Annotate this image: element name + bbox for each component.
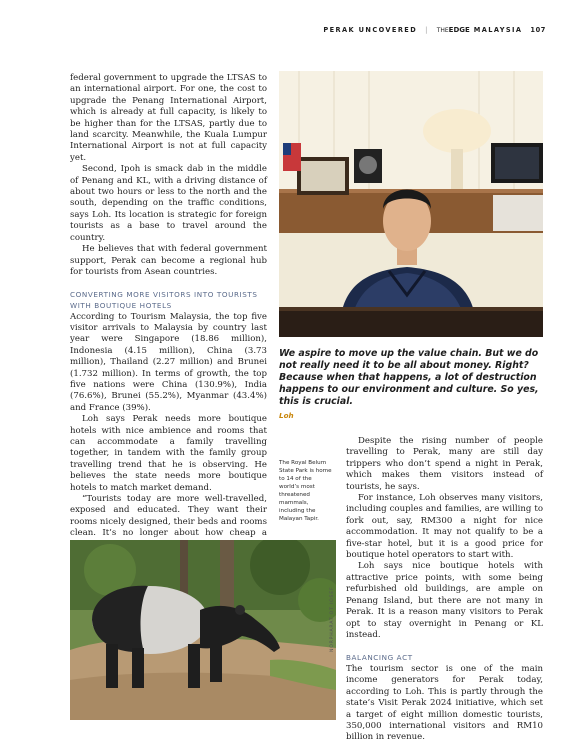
section-subhead: BALANCING ACT xyxy=(346,653,413,663)
body-paragraph: “Tourists today are more well-travelled, exposed and educated. They want their rooms nicely designed, their beds and rooms clean. It’s no longer about how cheap a xyxy=(70,494,267,539)
running-header xyxy=(323,26,546,34)
tapir-photo xyxy=(70,540,336,720)
body-paragraph: Second, Ipoh is smack dab in the middle of Penang and KL, with a driving distance of about two hours or less to the north and the south, depending on the traffic conditions, says Loh. Its location is strategic for foreign tourists as a base to travel around the country. xyxy=(70,164,267,243)
brand-edge: EDGE xyxy=(448,26,470,34)
body-paragraph: He believes that with federal government support, Perak can become a regional hub for tourists from Asean countries. xyxy=(70,244,267,277)
photo-credit: NORPHARAT OT IOSEF xyxy=(330,586,335,652)
page-number: 107 xyxy=(530,26,546,34)
body-paragraph: Despite the rising number of people travelling to Perak, many are still day trippers who don’t spend a night in Perak, which makes them visitors instead of tourists, he says. xyxy=(346,436,543,492)
tapir-illustration xyxy=(70,540,336,720)
photo-caption: The Royal Belum State Park is home to 14 of the world’s most threatened mammals, including the Malayan Tapir. xyxy=(279,460,332,522)
body-paragraph: Loh says nice boutique hotels with attractive price points, with some being refurbished old buildings, are ample on Penang Island, but there are not many in Perak. It is a reason many visitors to Perak opt to stay overnight in Penang or KL instead. xyxy=(346,561,543,640)
body-paragraph: Loh says Perak needs more boutique hotels with nice ambience and rooms that can accommodate a family travelling together, in tandem with the family group travelling trend that he is observing. He believes the state needs more boutique hotels to match market demand. xyxy=(70,414,267,493)
pull-quote-text: We aspire to move up the value chain. But we do not really need it to be all about money. Right? Because when that happens, a lot of destruction happens to our environment and culture. So yes, this is crucial. xyxy=(279,348,539,407)
header-separator: | xyxy=(425,26,429,34)
section-title: PERAK UNCOVERED xyxy=(323,26,418,34)
body-paragraph: For instance, Loh observes many visitors, including couples and families, are willing to fork out, say, RM300 a night for nice accommodation. It may not qualify to be a five-star hotel, but it is a good price for boutique hotel operators to start with. xyxy=(346,493,543,561)
pull-quote-attribution: Loh xyxy=(279,411,294,420)
section-subhead: CONVERTING MORE VISITORS INTO TOURISTS WITH BOUTIQUE HOTELS xyxy=(70,290,258,310)
portrait-photo xyxy=(279,71,543,337)
body-paragraph: The tourism sector is one of the main income generators for Perak today, according to Loh. This is partly through the state’s Visit Perak 2024 initiative, which set a target of eight million domestic tourists, 350,000 international visitors and RM10 billion in revenue. xyxy=(346,663,543,743)
pull-quote xyxy=(279,348,543,422)
portrait-illustration xyxy=(279,71,543,337)
left-column xyxy=(70,73,267,562)
body-paragraph: federal government to upgrade the LTSAS to an international airport. For one, the cost to upgrade the Penang International Airport, which is already at full capacity, is likely to be higher than for the LTSAS, partly due to land scarcity. Meanwhile, the Kuala Lumpur International Airport is not at full capacity yet. xyxy=(70,73,267,163)
body-paragraph: According to Tourism Malaysia, the top five visitor arrivals to Malaysia by country last year were Singapore (18.86 million), Indonesia (4.15 million), China (3.73 million), Thailand (2.27 million) and Brunei (1.732 million). In terms of growth, the top five nations were China (130.9%), India (76.6%), Brunei (55.2%), Myanmar (43.4%) and France (39%). xyxy=(70,311,267,413)
brand-country: MALAYSIA xyxy=(473,26,523,34)
right-column xyxy=(346,436,543,744)
brand-the: THE xyxy=(436,26,449,34)
